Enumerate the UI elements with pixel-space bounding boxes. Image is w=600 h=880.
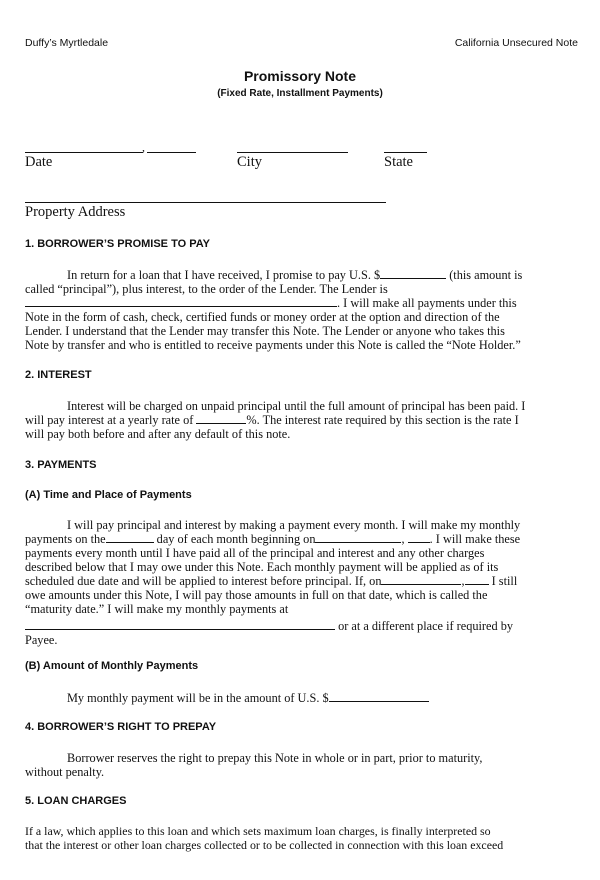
paragraph-line: will pay both before and after any default of this note. bbox=[25, 427, 291, 441]
section-3-heading: 3. PAYMENTS bbox=[25, 459, 97, 471]
paragraph-line: owe amounts under this Note, I will pay those amounts in full on that date, which is called the bbox=[25, 588, 488, 602]
paragraph-line: called “principal”), plus interest, to the order of the Lender. The Lender is bbox=[25, 282, 388, 296]
state-line[interactable] bbox=[384, 152, 427, 153]
section-3a-paragraph bbox=[25, 518, 528, 647]
paragraph-line: Note by transfer and who is entitled to receive payments under this Note is called the “Note Holder.” bbox=[25, 338, 521, 352]
start-year-blank[interactable] bbox=[408, 532, 430, 543]
lender-name-blank[interactable] bbox=[25, 296, 337, 307]
paragraph-line: I will pay principal and interest by making a payment every month. I will make my monthly bbox=[67, 518, 521, 532]
paragraph-line: scheduled due date and will be applied to interest before principal. If, on , I still bbox=[25, 574, 518, 588]
paragraph-line: payments every month until I have paid all of the principal and interest and any other charges bbox=[25, 546, 485, 560]
section-4-paragraph bbox=[25, 751, 528, 779]
city-label: City bbox=[237, 154, 262, 170]
paragraph-line: Note in the form of cash, check, certified funds or money order at the option and direction of the bbox=[25, 310, 500, 324]
document-subtitle: (Fixed Rate, Installment Payments) bbox=[217, 88, 383, 99]
paragraph-line: If a law, which applies to this loan and which sets maximum loan charges, is finally interpreted so bbox=[25, 824, 491, 838]
paragraph-line: or at a different place if required by bbox=[25, 619, 528, 633]
section-2-heading: 2. INTEREST bbox=[25, 369, 92, 381]
maturity-year-blank[interactable] bbox=[465, 574, 489, 585]
property-address-label: Property Address bbox=[25, 204, 126, 220]
date-label: Date bbox=[25, 154, 53, 170]
paragraph-line: Lender. I understand that the Lender may transfer this Note. The Lender or anyone who takes this bbox=[25, 324, 505, 338]
paragraph-line: will pay interest at a yearly rate of %. The interest rate required by this section is the rate I bbox=[25, 413, 519, 427]
section-5-heading: 5. LOAN CHARGES bbox=[25, 795, 127, 807]
monthly-payment-blank[interactable] bbox=[329, 691, 429, 702]
interest-rate-blank[interactable] bbox=[196, 413, 246, 424]
paragraph-line: . I will make all payments under this bbox=[25, 296, 528, 310]
paragraph-line: Interest will be charged on unpaid principal until the full amount of principal has been paid. I bbox=[67, 399, 526, 413]
section-1-heading: 1. BORROWER’S PROMISE TO PAY bbox=[25, 238, 210, 250]
paragraph-line: described below that I may owe under this Note. Each monthly payment will be applied as of its bbox=[25, 560, 499, 574]
payment-place-blank[interactable] bbox=[25, 619, 335, 630]
date-comma: , bbox=[142, 140, 145, 154]
property-address-line[interactable] bbox=[25, 202, 386, 203]
state-label: State bbox=[384, 154, 413, 170]
maturity-date-blank[interactable] bbox=[381, 574, 461, 585]
section-3b-paragraph bbox=[25, 691, 528, 705]
principal-amount-blank[interactable] bbox=[380, 268, 446, 279]
paragraph-line: without penalty. bbox=[25, 765, 105, 779]
date-month-day-line[interactable] bbox=[25, 152, 143, 153]
city-line[interactable] bbox=[237, 152, 348, 153]
paragraph-line: Borrower reserves the right to prepay this Note in whole or in part, prior to maturity, bbox=[67, 751, 483, 765]
paragraph-line: that the interest or other loan charges collected or to be collected in connection with this loan exceed bbox=[25, 838, 504, 852]
header-left-text: Duffy’s Myrtledale bbox=[25, 37, 109, 49]
paragraph-line: “maturity date.” I will make my monthly payments at bbox=[25, 602, 289, 616]
paragraph-line: payments on the day of each month beginning on , . I will make these bbox=[25, 532, 521, 546]
paragraph-line: In return for a loan that I have received, I promise to pay U.S. $ (this amount is bbox=[67, 268, 523, 282]
start-date-blank[interactable] bbox=[315, 532, 401, 543]
section-5-paragraph bbox=[25, 824, 533, 852]
section-4-heading: 4. BORROWER’S RIGHT TO PREPAY bbox=[25, 721, 217, 733]
section-3a-subheading: (A) Time and Place of Payments bbox=[25, 489, 192, 501]
document-title: Promissory Note bbox=[243, 68, 357, 84]
paragraph-line: Payee. bbox=[25, 633, 58, 647]
date-year-line[interactable] bbox=[147, 152, 196, 153]
section-1-paragraph bbox=[25, 268, 528, 352]
section-2-paragraph bbox=[25, 399, 528, 441]
paragraph-line: My monthly payment will be in the amount of U.S. $ bbox=[25, 691, 528, 705]
payment-day-blank[interactable] bbox=[106, 532, 154, 543]
section-3b-subheading: (B) Amount of Monthly Payments bbox=[25, 660, 199, 672]
header-right-text: California Unsecured Note bbox=[454, 37, 578, 49]
